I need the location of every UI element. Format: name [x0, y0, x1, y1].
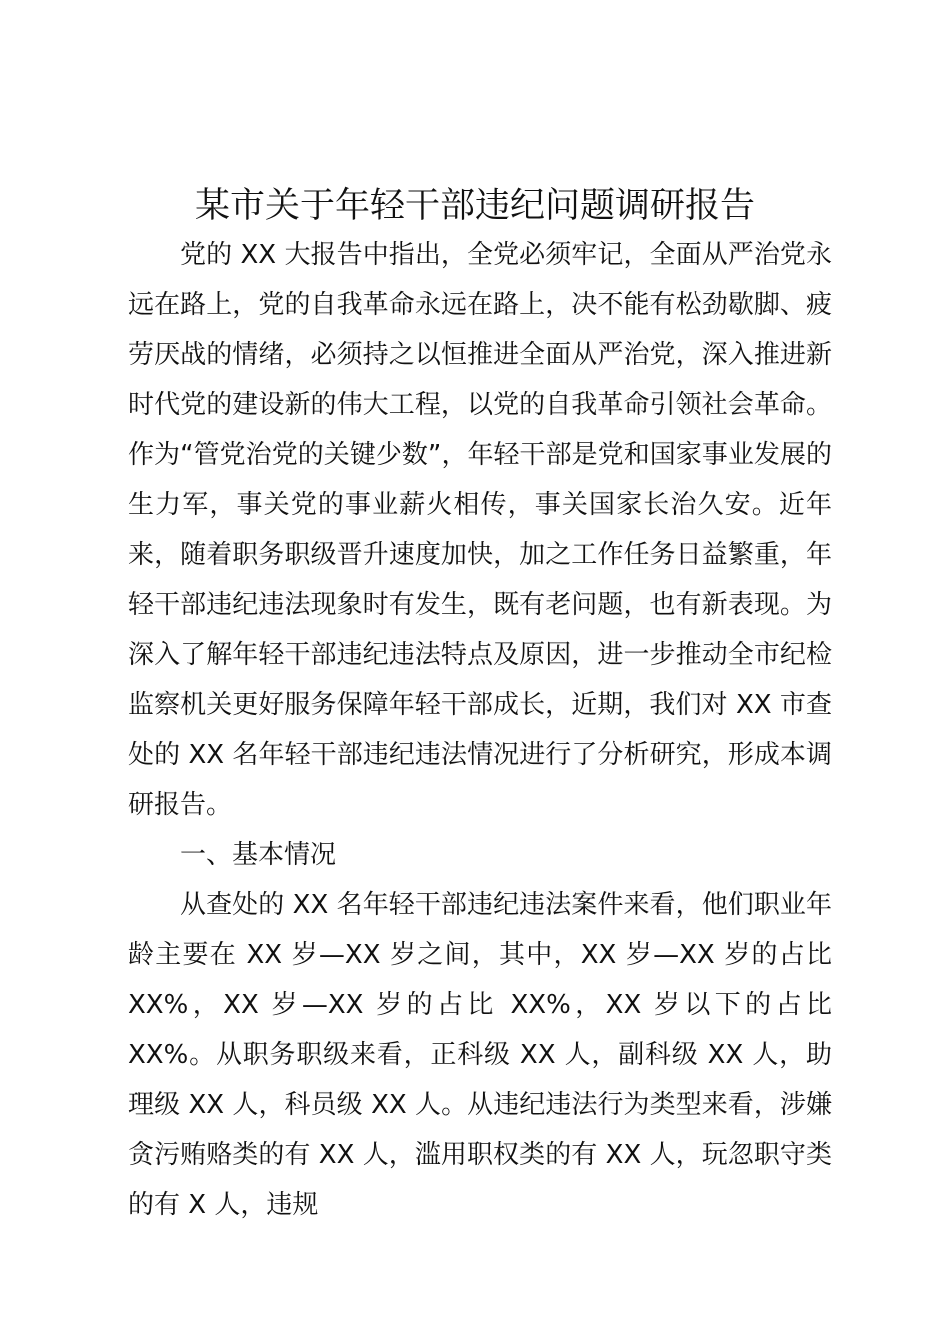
document-title: 某市关于年轻干部违纪问题调研报告 [194, 186, 755, 226]
section-heading-basic-situation: 一、基本情况 [180, 840, 337, 870]
document-body [128, 230, 832, 1230]
basic-situation-paragraph: 从查处的 XX 名年轻干部违纪违法案件来看，他们职业年龄主要在 XX 岁—XX 岁之间，其中，XX 岁—XX 岁的占比 XX%，XX 岁—XX 岁的占比 XX%，XX 岁以下的占比 XX%。从职务职级来看，正科级 XX 人，副科级 XX 人，助理级 XX 人，科员级 XX 人。从违纪违法行为类型来看，涉嫌贪污贿赂类的有 XX 人，滥用职权类的有 XX 人，玩忽职守类的有 X 人，违规 [128, 890, 832, 1220]
intro-paragraph: 党的 XX 大报告中指出，全党必须牢记，全面从严治党永远在路上，党的自我革命永远在路上，决不能有松劲歇脚、疲劳厌战的情绪，必须持之以恒推进全面从严治党，深入推进新时代党的建设新的伟大工程，以党的自我革命引领社会革命。作为“管党治党的关键少数”，年轻干部是党和国家事业发展的生力军，事关党的事业薪火相传，事关国家长治久安。近年来，随着职务职级晋升速度加快，加之工作任务日益繁重，年轻干部违纪违法现象时有发生，既有老问题，也有新表现。为深入了解年轻干部违纪违法特点及原因，进一步推动全市纪检监察机关更好服务保障年轻干部成长，近期，我们对 XX 市查处的 XX 名年轻干部违纪违法情况进行了分析研究，形成本调研报告。 [128, 240, 832, 820]
